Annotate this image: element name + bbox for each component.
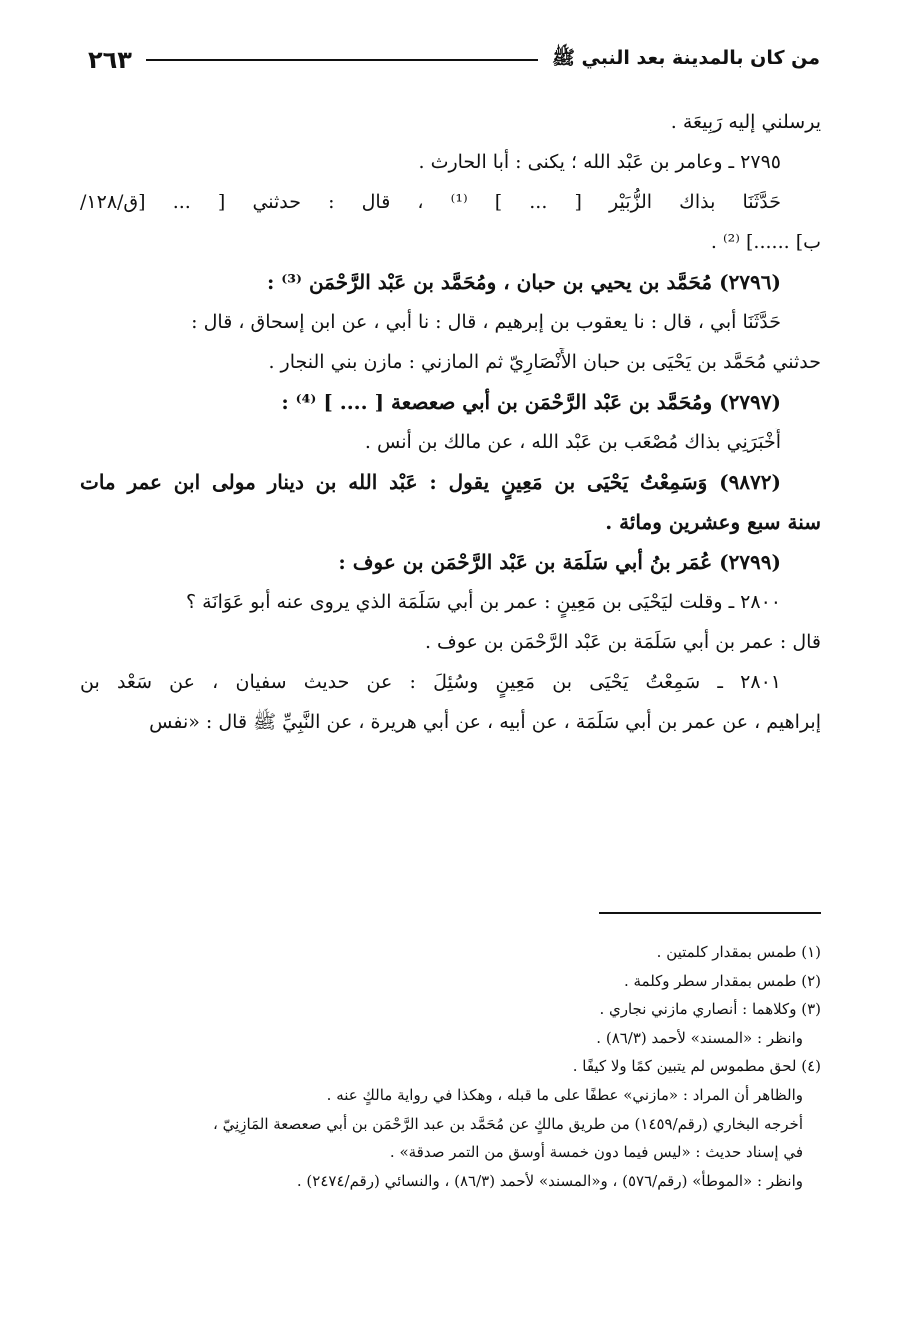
footnote-continuation: في إسناد حديث : «ليس فيما دون خمسة أوسق من التمر صدقة» . <box>389 1143 803 1162</box>
entry-heading: (٢٧٩٧) ومُحَمَّد بن عَبْد الرَّحْمَن بن أبي صعصعة [ .... ] ⁽⁴⁾ : <box>281 390 781 414</box>
text-line: حدثني مُحَمَّد بن يَحْيَى بن حبان الأَنْصَارِيّ ثم المازني : مازن بني النجار . <box>268 351 821 373</box>
text-line: يرسلني إليه رَبِيعَة . <box>670 111 821 133</box>
running-title: من كان بالمدينة بعد النبي ﷺ <box>551 47 820 69</box>
header-rule <box>146 59 538 61</box>
text-line: ب] ......] ⁽²⁾ . <box>710 231 821 253</box>
page-number: ٢٦٣ <box>88 46 132 74</box>
entry-heading: (٢٧٩٦) مُحَمَّد بن يحيي بن حبان ، ومُحَمَّد بن عَبْد الرَّحْمَن ⁽³⁾ : <box>266 270 781 294</box>
footnote-continuation: أخرجه البخاري (رقم/١٤٥٩) من طريق مالكٍ عن مُحَمَّد بن عبد الرَّحْمَن بن أبي صعصعة المَازِنِيّ ، <box>212 1114 803 1133</box>
text-line: ٢٨٠٠ ـ وقلت ليَحْيَى بن مَعِينٍ : عمر بن أبي سَلَمَة الذي يروى عنه أبو عَوَانَة ؟ <box>186 591 781 613</box>
entry-heading: (٩٨٧٢) وَسَمِعْتُ يَحْيَى بن مَعِينٍ يقول : عَبْد الله بن دينار مولى ابن عمر مات <box>80 470 781 494</box>
text-line: ٢٨٠١ ـ سَمِعْتُ يَحْيَى بن مَعِينٍ وسُئِلَ : عن حديث سفيان ، عن سَعْد بن <box>80 671 781 693</box>
footnote-divider <box>599 912 821 914</box>
text-line: إبراهيم ، عن عمر بن أبي سَلَمَة ، عن أبيه ، عن أبي هريرة ، عن النَّبِيِّ ﷺ قال : «نفس <box>149 711 821 733</box>
main-text <box>80 108 821 748</box>
entry-heading: (٢٧٩٩) عُمَر بنُ أبي سَلَمَة بن عَبْد الرَّحْمَن بن عوف : <box>338 550 781 574</box>
footnote: (٣) وكلاهما : أنصاري مازني نجاري . <box>599 1000 821 1019</box>
footnote: (٢) طمس بمقدار سطر وكلمة . <box>623 971 821 990</box>
page-header <box>88 40 820 80</box>
footnote-continuation: وانظر : «المسند» لأحمد (٨٦/٣) . <box>596 1028 803 1047</box>
text-line: حَدَّثَنَا بذاك الزُّبَيْر [ ... ] ⁽¹⁾ ، قال : حدثني [ ... [ق/١٢٨/ <box>80 191 781 213</box>
text-line: سنة سبع وعشرين ومائة . <box>605 510 821 534</box>
footnote-continuation: وانظر : «الموطأ» (رقم/٥٧٦) ، و«المسند» لأحمد (٨٦/٣) ، والنسائي (رقم/٢٤٧٤) . <box>296 1171 803 1190</box>
text-line: ٢٧٩٥ ـ وعامر بن عَبْد الله ؛ يكنى : أبا الحارث . <box>418 151 781 173</box>
footnote: (١) طمس بمقدار كلمتين . <box>656 943 821 961</box>
footnotes <box>80 940 821 1197</box>
footnote: (٤) لحق مطموس لم يتبين كمًا ولا كيفًا . <box>572 1057 821 1076</box>
text-line: أَخْبَرَنِي بذاك مُصْعَب بن عَبْد الله ، عن مالك بن أنس . <box>364 431 781 453</box>
text-line: حَدَّثَنَا أبي ، قال : نا يعقوب بن إبرهيم ، قال : نا أبي ، عن ابن إسحاق ، قال : <box>191 311 781 333</box>
text-line: قال : عمر بن أبي سَلَمَة بن عَبْد الرَّحْمَن بن عوف . <box>424 631 821 653</box>
footnote-continuation: والظاهر أن المراد : «مازني» عطفًا على ما قبله ، وهكذا في رواية مالكٍ عنه . <box>326 1085 803 1104</box>
